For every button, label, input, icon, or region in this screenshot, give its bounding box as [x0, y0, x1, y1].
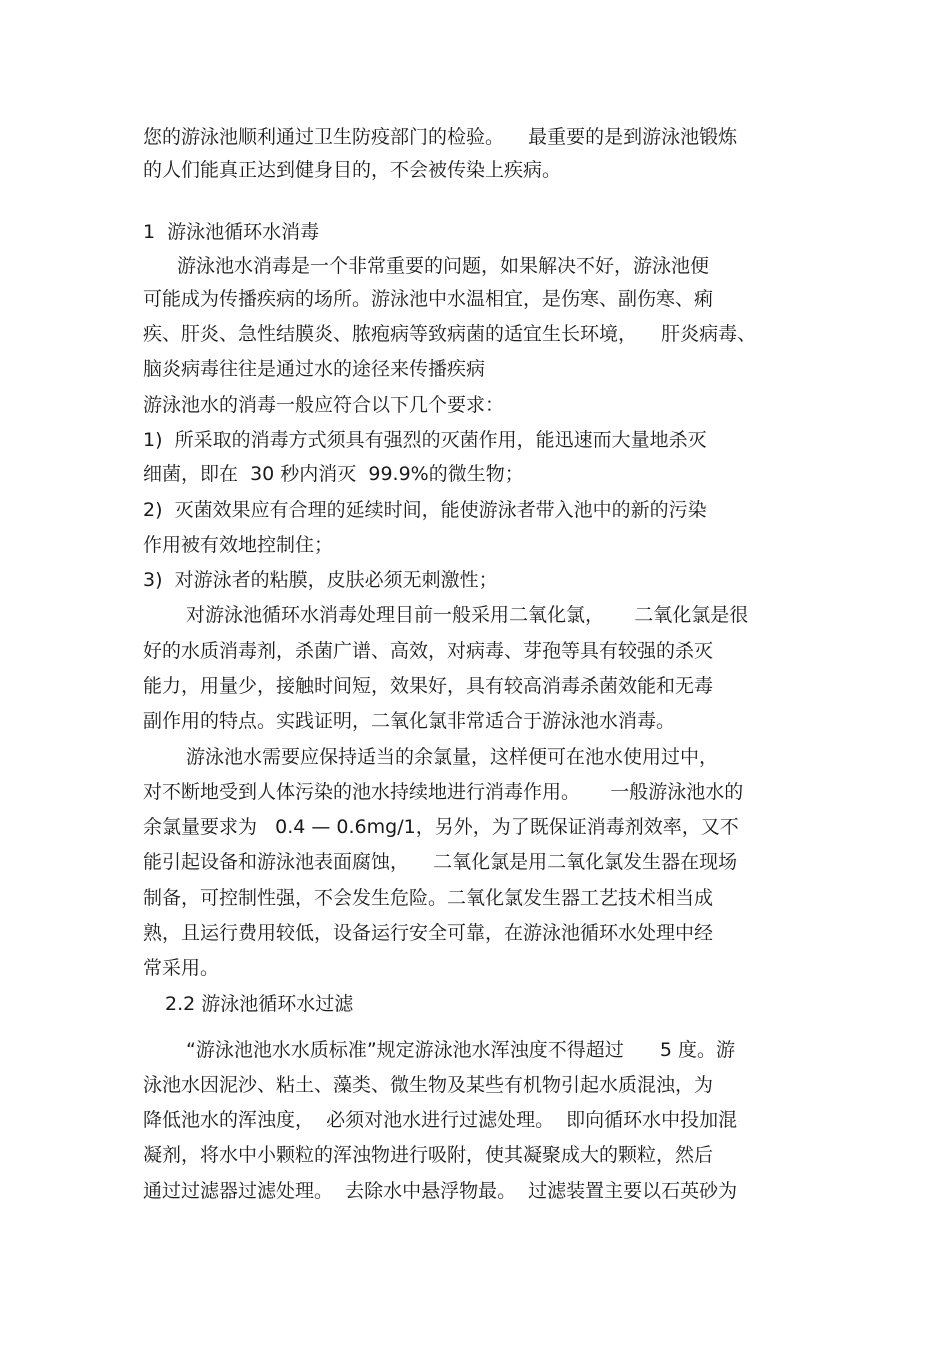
text-line: 好的水质消毒剂，杀菌广谱、高效，对病毒、芽孢等具有较强的杀灭 — [143, 640, 714, 662]
text-line: 疾、肝炎、急性结膜炎、脓疱病等致病菌的适宜生长环境， 肝炎病毒、 — [143, 323, 757, 345]
text-line: 降低池水的浑浊度， 必须对池水进行过滤处理。 即向循环水中投加混 — [143, 1109, 738, 1131]
list-item: 2) 灭菌效果应有合理的延续时间，能使游泳者带入池中的新的污染 — [143, 499, 707, 521]
text-line: 余氯量要求为 0.4 — 0.6mg/1，另外，为了既保证消毒剂效率，又不 — [143, 816, 739, 838]
text-line: 副作用的特点。实践证明，二氧化氯非常适合于游泳池水消毒。 — [143, 710, 676, 732]
text-line: 能力，用量少，接触时间短，效果好，具有较高消毒杀菌效能和无毒 — [143, 675, 714, 697]
text-line: 的人们能真正达到健身目的，不会被传染上疾病。 — [143, 159, 562, 181]
list-item: 1) 所采取的消毒方式须具有强烈的灭菌作用，能迅速而大量地杀灭 — [143, 429, 707, 451]
text-line: 游泳池水消毒是一个非常重要的问题，如果解决不好，游泳池便 — [177, 255, 710, 277]
section-heading: 2.2 游泳池循环水过滤 — [165, 993, 354, 1015]
list-item: 3) 对游泳者的粘膜，皮肤必须无刺激性； — [143, 569, 498, 591]
text-line: 泳池水因泥沙、粘土、藻类、微生物及某些有机物引起水质混浊，为 — [143, 1074, 714, 1096]
text-line: 作用被有效地控制住； — [143, 534, 334, 556]
text-line: 对游泳池循环水消毒处理目前一般采用二氧化氯， 二氧化氯是很 — [186, 604, 749, 626]
text-line: 凝剂，将水中小颗粒的浑浊物进行吸附，使其凝聚成大的颗粒，然后 — [143, 1144, 714, 1166]
text-line: 您的游泳池顺利通过卫生防疫部门的检验。 最重要的是到游泳池锻炼 — [143, 126, 738, 148]
text-line: 通过过滤器过滤处理。 去除水中悬浮物最。 过滤装置主要以石英砂为 — [143, 1180, 738, 1202]
text-line: 细菌，即在 30 秒内消灭 99.9%的微生物； — [143, 463, 524, 485]
text-line: “游泳池池水水质标准”规定游泳池水浑浊度不得超过 5 度。游 — [186, 1039, 736, 1061]
text-line: 常采用。 — [143, 957, 220, 979]
text-line: 可能成为传播疾病的场所。游泳池中水温相宜，是伤寒、副伤寒、痢 — [143, 288, 714, 310]
section-heading: 1 游泳池循环水消毒 — [143, 221, 320, 243]
text-line: 游泳池水需要应保持适当的余氯量，这样便可在池水使用过中， — [186, 746, 719, 768]
text-line: 对不断地受到人体污染的池水持续地进行消毒作用。 一般游泳池水的 — [143, 781, 744, 803]
text-line: 熟，且运行费用较低，设备运行安全可靠，在游泳池循环水处理中经 — [143, 922, 714, 944]
text-line: 能引起设备和游泳池表面腐蚀， 二氧化氯是用二氧化氯发生器在现场 — [143, 851, 738, 873]
text-line: 制备，可控制性强，不会发生危险。二氧化氯发生器工艺技术相当成 — [143, 887, 714, 909]
text-line: 游泳池水的消毒一般应符合以下几个要求： — [143, 394, 505, 416]
text-line: 脑炎病毒往往是通过水的途径来传播疾病 — [143, 358, 486, 380]
